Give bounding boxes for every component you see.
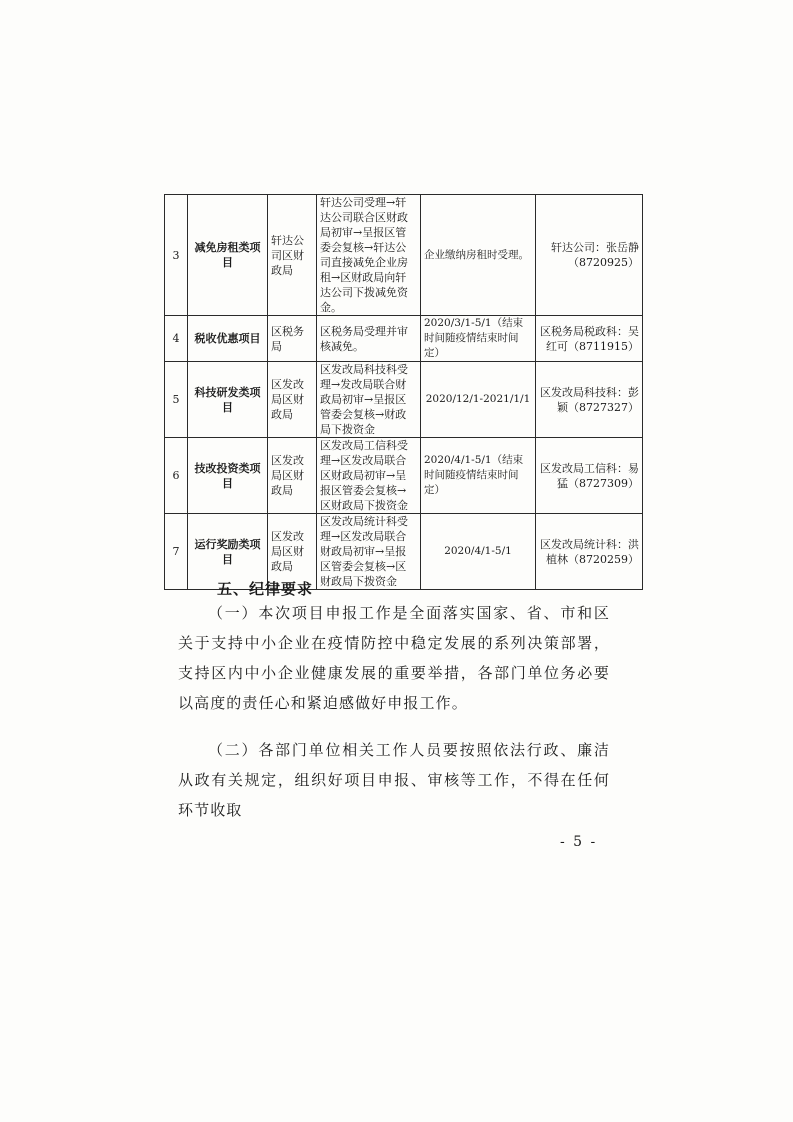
row-number: 7 (165, 514, 188, 590)
project-name: 减免房租类项目 (188, 195, 268, 316)
department: 区发改局区财政局 (268, 514, 317, 590)
department: 区税务局 (268, 316, 317, 362)
process-flow: 区发改局工信科受理→区发改局联合区财政局初审→呈报区管委会复核→区财政局下拨资金 (317, 438, 421, 514)
table-row (165, 195, 643, 316)
contact: 区发改局统计科：洪植林（8720259） (536, 514, 643, 590)
contact: 区发改局工信科：易猛（8727309） (536, 438, 643, 514)
accept-time: 2020/4/1-5/1 (421, 514, 536, 590)
accept-time: 2020/12/1-2021/1/1 (421, 362, 536, 438)
process-flow: 区发改局统计科受理→区发改局联合财政局初审→呈报区管委会复核→区财政局下拨资金 (317, 514, 421, 590)
row-number: 6 (165, 438, 188, 514)
section-heading: 五、纪律要求 (217, 580, 314, 598)
paragraph-discipline-2: （二）各部门单位相关工作人员要按照依法行政、廉洁从政有关规定，组织好项目申报、审核等工作，不得在任何环节收取 (178, 741, 610, 819)
process-flow: 区发改局科技科受理→发改局联合财政局初审→呈报区管委会复核→财政局下拨资金 (317, 362, 421, 438)
contact: 轩达公司：张岳静（8720925） (536, 195, 643, 316)
table-row (165, 362, 643, 438)
paragraph-discipline-1: （一）本次项目申报工作是全面落实国家、省、市和区关于支持中小企业在疫情防控中稳定发展的系列决策部署，支持区内中小企业健康发展的重要举措，各部门单位务必要以高度的责任心和紧迫感做好申报工作。 (178, 604, 610, 712)
project-name: 科技研发类项目 (188, 362, 268, 438)
department: 轩达公司区财政局 (268, 195, 317, 316)
project-name: 运行奖励类项目 (188, 514, 268, 590)
process-flow: 区税务局受理并审核减免。 (317, 316, 421, 362)
accept-time: 企业缴纳房租时受理。 (421, 195, 536, 316)
project-table (164, 194, 643, 590)
process-flow: 轩达公司受理→轩达公司联合区财政局初审→呈报区管委会复核→轩达公司直接减免企业房租→区财政局向轩达公司下拨减免资金。 (317, 195, 421, 316)
accept-time: 2020/4/1-5/1（结束时间随疫情结束时间定） (421, 438, 536, 514)
table-row (165, 438, 643, 514)
contact: 区税务局税政科：吴红可（8711915） (536, 316, 643, 362)
row-number: 4 (165, 316, 188, 362)
department: 区发改局区财政局 (268, 438, 317, 514)
department: 区发改局区财政局 (268, 362, 317, 438)
row-number: 5 (165, 362, 188, 438)
contact: 区发改局科技科：彭颖（8727327） (536, 362, 643, 438)
accept-time: 2020/3/1-5/1（结束时间随疫情结束时间定） (421, 316, 536, 362)
project-name: 税收优惠项目 (188, 316, 268, 362)
page-number: - 5 - (560, 834, 598, 850)
row-number: 3 (165, 195, 188, 316)
table-row (165, 316, 643, 362)
project-name: 技改投资类项目 (188, 438, 268, 514)
